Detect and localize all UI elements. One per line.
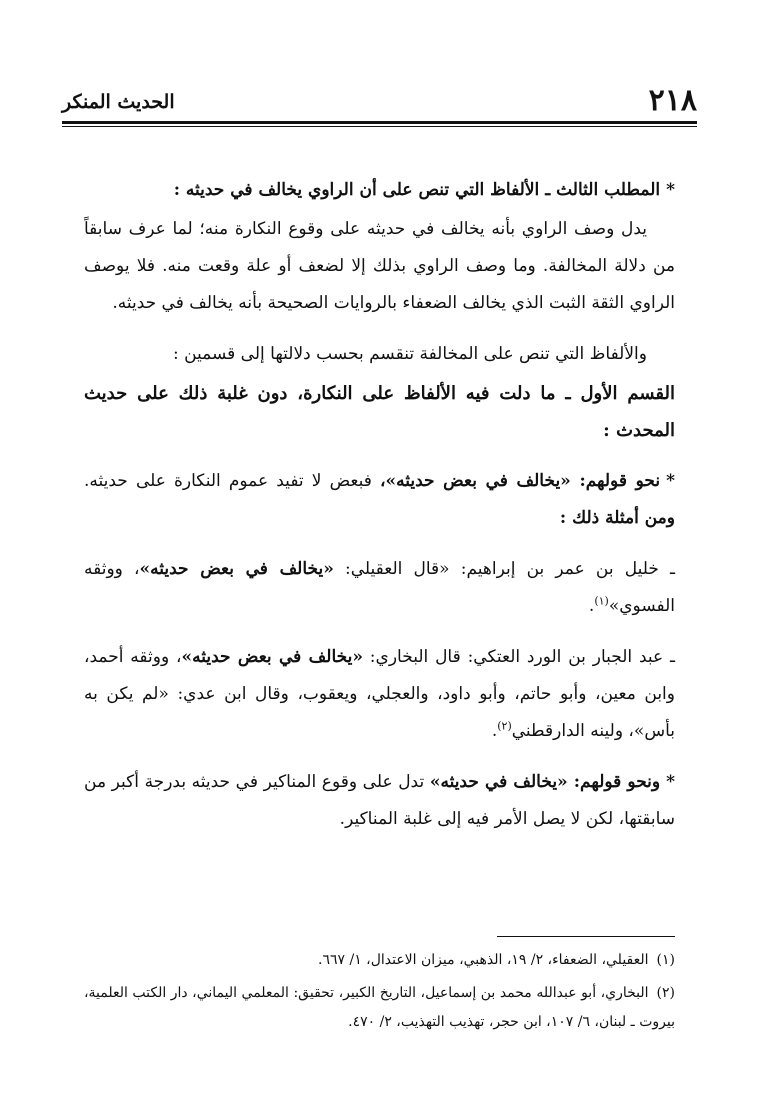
footnote-1-mark: (١) — [656, 952, 675, 968]
section-heading — [84, 172, 675, 209]
header-rule-thin — [62, 126, 697, 127]
item-1-text: فبعض لا تفيد عموم النكارة على حديثه. — [84, 471, 381, 491]
page-header — [62, 84, 697, 118]
footnote-1-text: العقيلي، الضعفاء، ٢/ ١٩، الذهبي، ميزان الاعتدال، ١/ ٦٦٧. — [318, 952, 649, 968]
bullet-mark: * — [666, 471, 675, 491]
section-title: المطلب الثالث ـ الألفاظ التي تنص على أن الراوي يخالف في حديثه : — [173, 180, 661, 200]
footnotes — [84, 946, 675, 1041]
item-2 — [84, 764, 675, 838]
subsection-heading: القسم الأول ـ ما دلت فيه الألفاظ على النكارة، دون غلبة ذلك على حديث المحدث : — [84, 383, 675, 441]
footnote-separator — [497, 936, 675, 937]
bullet-mark: * — [666, 180, 675, 200]
item-1-tail: ومن أمثلة ذلك : — [559, 508, 675, 528]
footnote-2 — [84, 979, 675, 1037]
footnote-2-mark: (٢) — [656, 985, 675, 1001]
example-2: ـ عبد الجبار بن الورد العتكي: قال البخاري: «يخالف في بعض حديثه»، ووثقه أحمد، وابن معين، وأبو حاتم، وأبو داود، والعجلي، ويعقوب، وقال ابن عدي: «لم يكن به بأس»، ولينه الدارقطني$^{(٢)}$. — [84, 647, 676, 741]
footnote-1 — [84, 946, 675, 975]
example-1-quote: «يخالف في بعض حديثه» — [139, 559, 334, 579]
item-2-lead: ونحو قولهم: «يخالف في حديثه» — [429, 772, 661, 792]
bullet-mark: * — [666, 772, 676, 792]
main-text — [84, 172, 675, 838]
paragraph-2: والألفاظ التي تنص على المخالفة تنقسم بحسب دلالتها إلى قسمين : — [172, 344, 647, 364]
example-2-quote: «يخالف في بعض حديثه» — [181, 647, 363, 667]
example-1: ـ خليل بن عمر بن إبراهيم: «قال العقيلي: «يخالف في بعض حديثه»، ووثقه الفسوي»$^{(١)}$. — [84, 559, 675, 616]
item-1 — [84, 463, 675, 537]
page-number: ٢١٨ — [648, 83, 697, 118]
item-2-text: تدل على وقوع المناكير في حديثه بدرجة أكبر من سابقتها، لكن لا يصل الأمر فيه إلى غلبة المناكير. — [84, 772, 675, 829]
paragraph-1: يدل وصف الراوي بأنه يخالف في حديثه على وقوع النكارة منه؛ لما عرف سابقاً من دلالة المخالفة. وما وصف الراوي بذلك إلا لضعف أو علة وقعت منه. فلا يوصف الراوي الثقة الثبت الذي يخالف الضعفاء بالروايات الصحيحة بأنه يخالف في حديثه. — [84, 219, 675, 313]
item-1-lead: نحو قولهم: «يخالف في بعض حديثه»، — [380, 471, 661, 491]
running-title: الحديث المنكر — [62, 91, 175, 113]
header-rule-thick — [62, 121, 697, 124]
footnote-2-text: البخاري، أبو عبدالله محمد بن إسماعيل، التاريخ الكبير، تحقيق: المعلمي اليماني، دار الكتب العلمية، بيروت ـ لبنان، ٦/ ١٠٧، ابن حجر، تهذيب التهذيب، ٢/ ٤٧٠. — [84, 985, 675, 1030]
footnote-ref-2[interactable]: (٢) — [497, 719, 512, 733]
footnote-ref-1[interactable]: (١) — [594, 594, 609, 608]
